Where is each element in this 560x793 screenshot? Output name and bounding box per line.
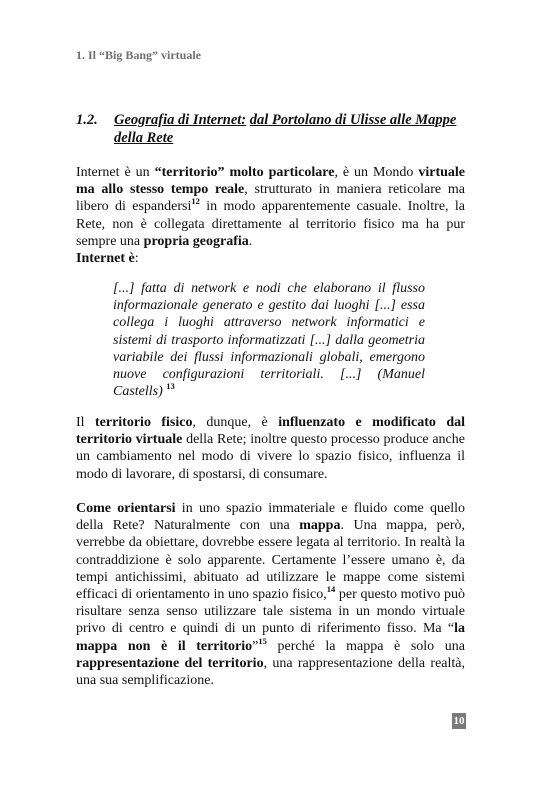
text-run: della Rete; inoltre questo processo produce anche un cambiamento nel modo di vivere lo spazio fisico, influenza il modo di lavorare, di spostarsi, di consumare. <box>76 432 465 482</box>
section-number: 1.2. <box>76 112 98 128</box>
section-title-part2: dal Portolano di Ulisse alle Mappe della Rete <box>114 112 457 146</box>
text-run: . Una mappa, però, verrebbe da obiettare, dovrebbe essere legata al territorio. In realtà la contraddizione è solo apparente. Certamente l’essere umano è, da tempi antichissimi, abituato ad utilizzare le mappe come sistemi efficaci di orientamento in uno spazio fisico, <box>76 518 465 603</box>
bold-run: “territorio” molto particolare <box>154 165 335 180</box>
bold-run: virtuale ma allo stesso tempo reale <box>76 165 465 198</box>
text-run: , una rappresentazione della realtà, una sua semplificazione. <box>76 655 466 689</box>
footnote-ref: 15 <box>258 635 267 646</box>
text-run: in modo apparentemente casuale. Inoltre, la Rete, non è collegata direttamente al territorio fisico ma ha pur sempre una <box>76 199 465 249</box>
section-heading <box>76 111 465 147</box>
paragraph-internet <box>76 164 465 267</box>
bold-run: rappresentazione del territorio <box>76 655 264 671</box>
text-run: Il <box>76 415 95 430</box>
bold-run: influenzato e modificato dal territorio virtuale <box>76 415 466 448</box>
bold-run: propria geografia <box>143 233 249 249</box>
text-run: : <box>134 251 139 267</box>
block-quote <box>113 280 425 400</box>
paragraph-territorio <box>76 414 465 483</box>
text-run: , è un Mondo <box>334 165 419 180</box>
text-run: perché la mappa è solo una <box>266 638 465 654</box>
bold-run: la mappa non è il territorio <box>76 621 465 654</box>
bold-run: Internet è <box>76 251 135 267</box>
text-run: , dunque, è <box>192 415 279 430</box>
section-title <box>114 111 465 147</box>
quote-text: [...] fatta di network e nodi che elaborano il flusso informazionale generato e gestito dai luoghi [...] essa collega i luoghi attraverso network informatici e sistemi di trasporto informatizzati [...] dalla geometria variabile dei flussi informazionali globali, emergono nuove configurazioni territoriali. [...] (Manuel Castells) <box>113 281 425 400</box>
page-number: 10 <box>453 715 465 727</box>
text-run: in uno spazio immateriale e fluido come quello della Rete? Naturalmente con una <box>76 501 465 534</box>
text-run: , strutturato in maniera reticolare ma libero di espandersi <box>76 182 465 215</box>
text-run: Internet è un <box>76 165 155 180</box>
bold-run: mappa <box>299 518 341 534</box>
footnote-ref: 13 <box>166 381 175 392</box>
footnote-ref: 12 <box>191 196 200 207</box>
running-head: 1. Il “Big Bang” virtuale <box>76 48 202 62</box>
bold-run: territorio fisico <box>94 415 193 430</box>
text-run: . <box>248 233 253 249</box>
paragraph-mappa <box>76 500 465 689</box>
text-run: ” <box>252 638 259 654</box>
section-title-part1: Geografia di Internet: <box>114 112 247 128</box>
bold-run: Come orientarsi <box>76 501 176 516</box>
text-run: per questo motivo può risultare senza senso utilizzare tale sistema in un mondo virtuale privo di centro e quindi di un punto di riferimento fisso. Ma “ <box>76 587 465 637</box>
footnote-ref: 14 <box>326 584 336 595</box>
